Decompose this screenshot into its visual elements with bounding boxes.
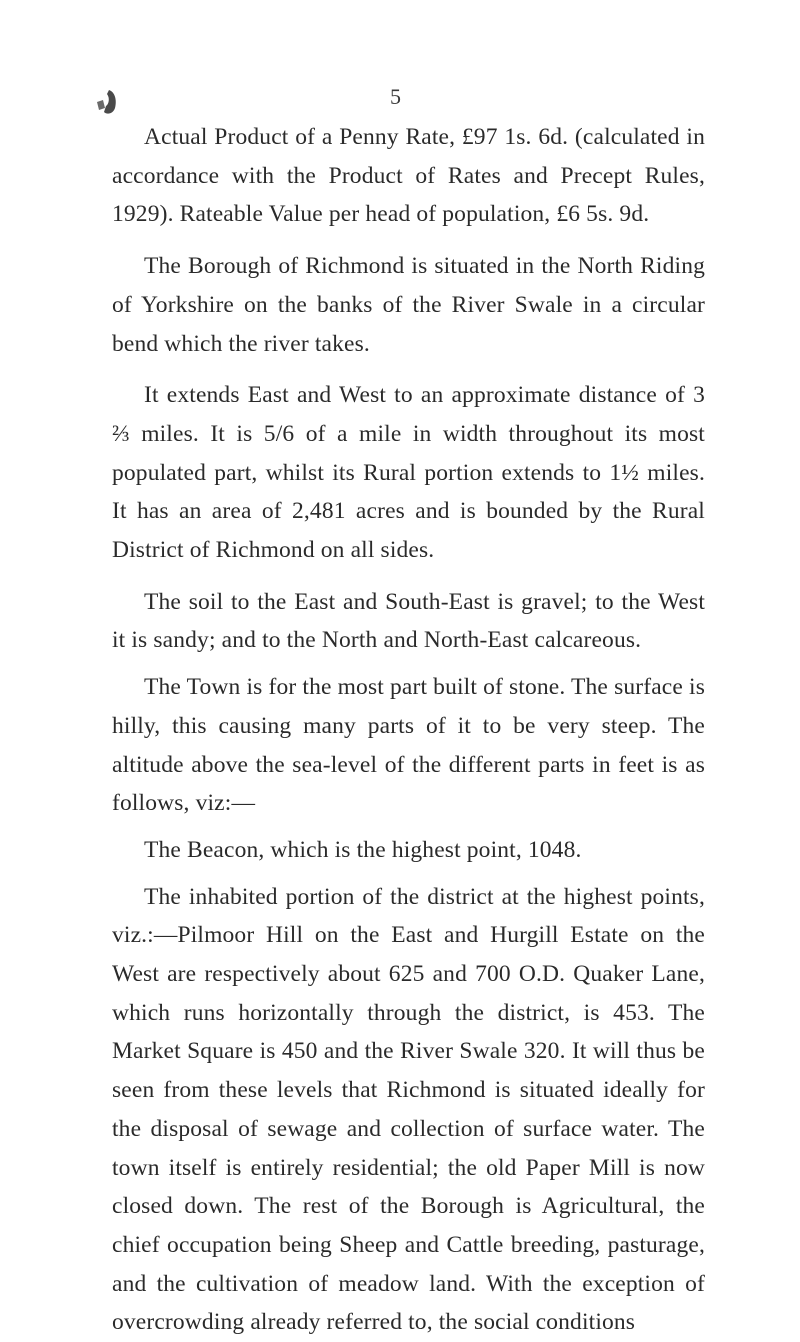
body-text xyxy=(112,118,705,1342)
paragraph-inhabited-portion: The inhabited portion of the district at the highest points, viz.:—Pilmoor Hill on the East and Hurgill Estate on the West are respectively about 625 and 700 O.D. Quaker Lane, which runs horizontally through the district, is 453. The Market Square is 450 and the River Swale 320. It will thus be seen from these levels that Richmond is situated ideally for the disposal of sewage and collection of surface water. The town itself is entirely residential; the old Paper Mill is now closed down. The rest of the Borough is Agricultural, the chief occupation being Sheep and Cattle breeding, pasturage, and the cultivation of meadow land. With the exception of overcrowding already referred to, the social conditions xyxy=(112,883,705,1336)
paragraph-borough-location: The Borough of Richmond is situated in the North Riding of Yorkshire on the banks of the River Swale in a circular bend which the river takes. xyxy=(112,253,705,357)
paragraph-soil: The soil to the East and South-East is gravel; to the West it is sandy; and to the North and North-East calcareous. xyxy=(112,588,705,654)
paragraph-rate-product: Actual Product of a Penny Rate, £97 1s. 6d. (calculated in accordance with the Product of Rates and Precept Rules, 1929). Rateable Value per head of population, £6 5s. 9d. xyxy=(112,124,705,228)
paragraph-beacon: The Beacon, which is the highest point, 1048. xyxy=(144,836,582,863)
page-number: 5 xyxy=(390,84,401,109)
paragraph-town-surface: The Town is for the most part built of stone. The surface is hilly, this causing many parts of it to be very steep. The altitude above the sea-level of the different parts in feet is as follows, viz:— xyxy=(112,674,705,817)
paragraph-extent-area: It extends East and West to an approximate distance of 3 ⅔ miles. It is 5/6 of a mile in width throughout its most populated part, whilst its Rural portion extends to 1½ miles. It has an area of 2,481 acres and is bounded by the Rural District of Richmond on all sides. xyxy=(112,382,705,564)
corner-ink-mark xyxy=(95,88,119,116)
